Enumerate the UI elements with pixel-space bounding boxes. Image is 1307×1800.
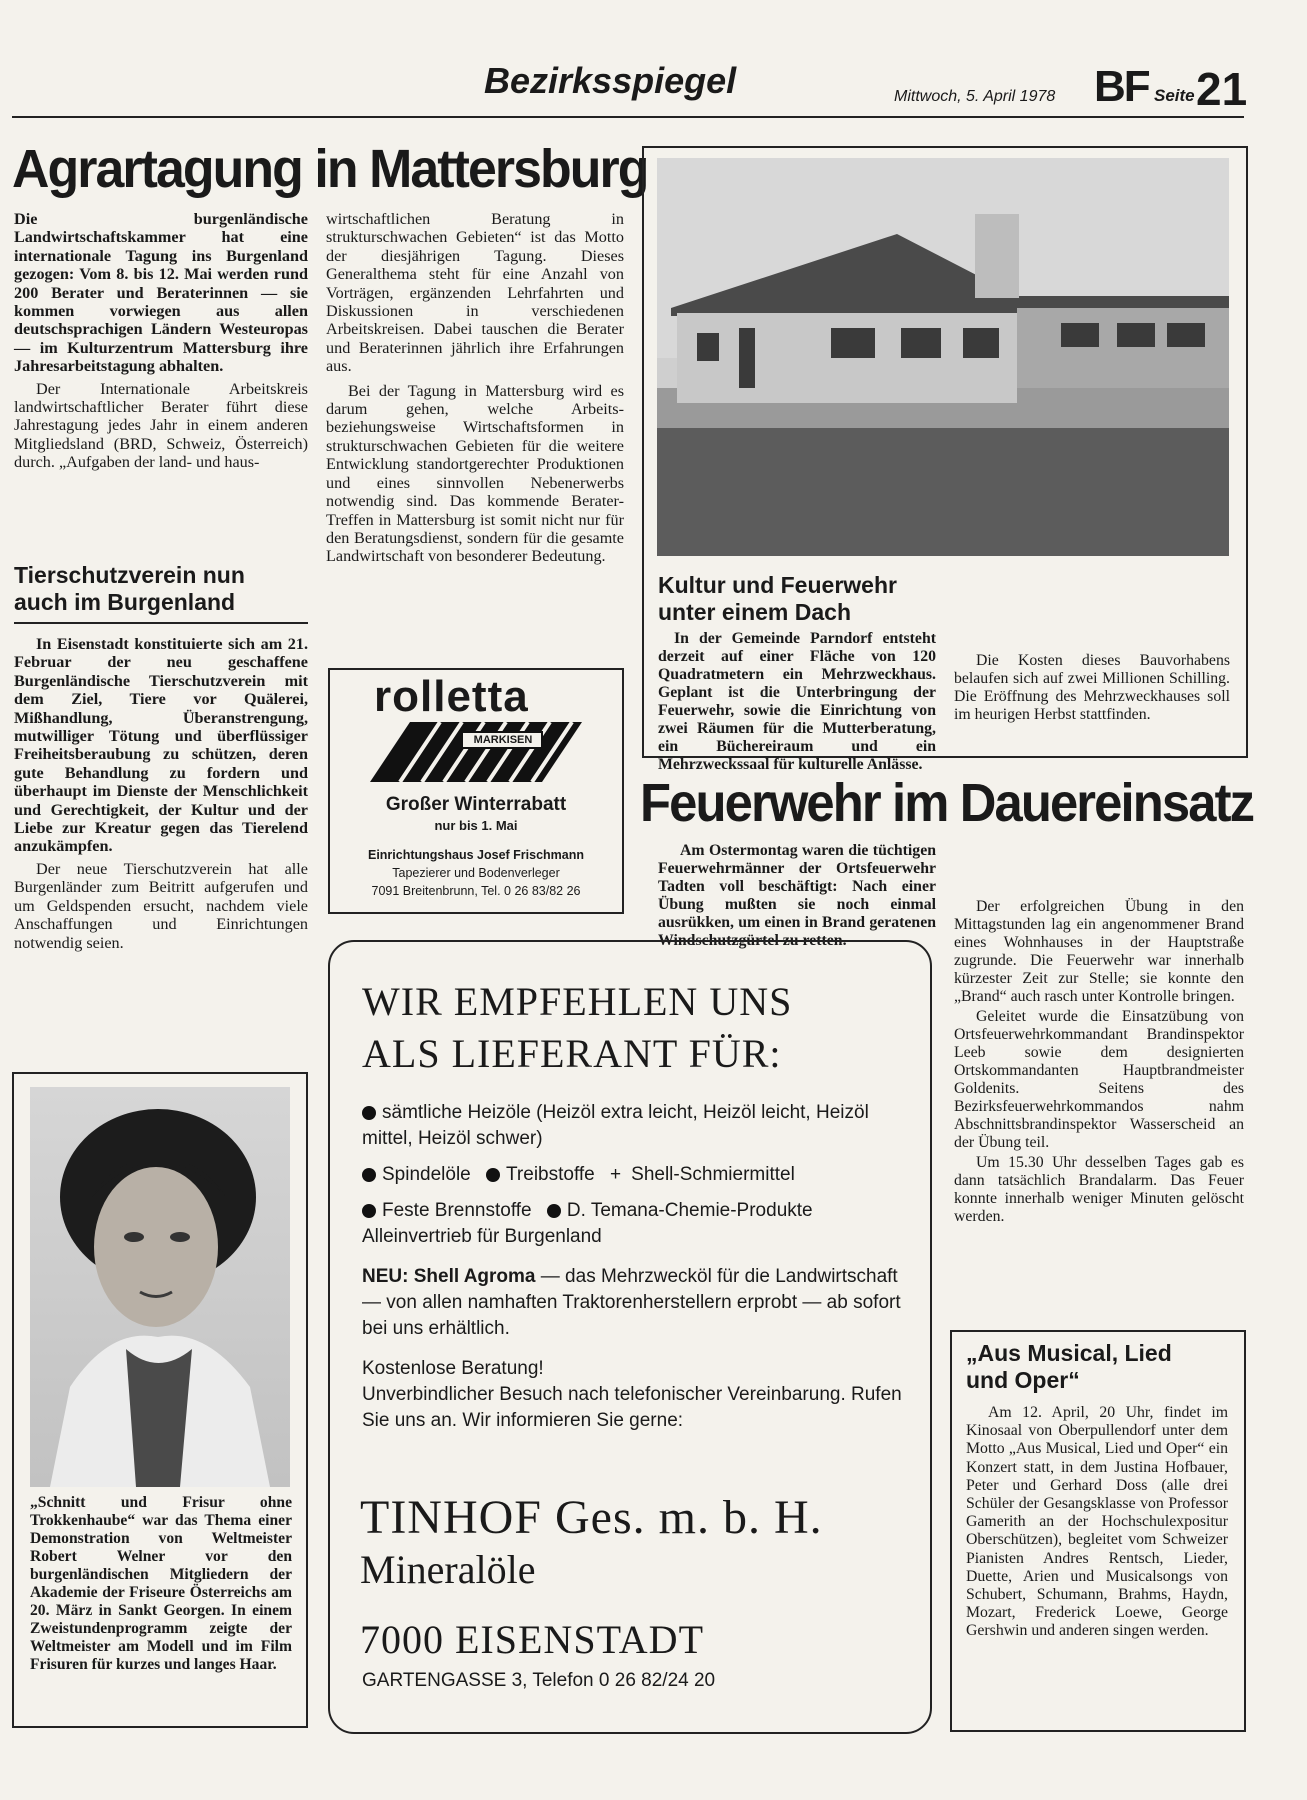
section-title: Bezirksspiegel — [484, 60, 737, 101]
masthead-rule — [12, 116, 1244, 118]
frisur-caption-text: „Schnitt und Frisur ohne Trokkenhaube“ war das Thema einer Demonstration von Weltmeister Robert Welner vor den burgenländischen Mitgliedern der Akademie der Friseure Österreichs am 20. März in Sankt Georgen. In einem Zweistundenprogramm zeigte der Weltmeister am Modell und im Film Frisuren für kurzes und langes Haar. — [30, 1494, 292, 1673]
kultur-lead: In der Gemeinde Parndorf entsteht derzeit auf einer Fläche von 120 Quadratmetern ein Mehrzweckhaus. Geplant ist die Unterbringung der Feuerwehr, sowie die Einrichtung von zwei Räumen für die Mutterberatung, ein Büchereiraum und ein Mehrzweckssaal für kulturelle Anlässe. — [658, 630, 936, 773]
tinhof-address: GARTENGASSE 3, Telefon 0 26 82/24 20 — [362, 1670, 716, 1691]
tinhof-neu — [362, 1264, 912, 1342]
tinhof-item-1-text: sämtliche Heizöle (Heizöl extra leicht, Heizöl leicht, Heizöl mittel, Heizöl schwer) — [362, 1102, 869, 1149]
rolletta-offer: Großer Winterrabatt — [385, 794, 567, 815]
feuerwehr-paragraph-3: Um 15.30 Uhr desselben Tages gab es dann tatsächlich Brandalarm. Das Feuer konnte innerhalb weniger Minuten gelöscht werden. — [954, 1154, 1244, 1225]
newspaper-logo: BF — [1094, 62, 1149, 111]
rolletta-address: 7091 Breitenbrunn, Tel. 0 26 83/82 26 — [371, 884, 581, 898]
rolletta-company: Einrichtungshaus Josef Frischmann — [367, 848, 584, 862]
musical-headline-line-1: „Aus Musical, Lied — [966, 1340, 1172, 1366]
tinhof-item-1 — [362, 1100, 912, 1152]
tinhof-item-3 — [362, 1198, 912, 1250]
rolletta-trade: Tapezierer und Bodenverleger — [392, 866, 560, 880]
frisur-caption — [30, 1494, 292, 1674]
plus-icon: + — [610, 1164, 622, 1185]
bullet-icon — [486, 1168, 500, 1182]
tinhof-item-2b: Treibstoffe — [506, 1164, 595, 1185]
kultur-text-flow — [658, 630, 936, 773]
portrait-illustration — [30, 1087, 290, 1487]
headline-kultur — [658, 572, 948, 626]
tierschutz-headline-line-2: auch im Burgenland — [14, 589, 236, 615]
bullet-icon — [362, 1168, 376, 1182]
feuerwehr-lead-col-1 — [658, 842, 936, 949]
issue-date: Mittwoch, 5. April 1978 — [894, 88, 1056, 105]
tinhof-city: 7000 EISENSTADT — [360, 1617, 705, 1662]
headline-musical — [966, 1340, 1236, 1394]
tierschutz-rule — [14, 622, 308, 624]
agrar-column-2 — [326, 210, 624, 566]
musical-headline-line-2: und Oper“ — [966, 1367, 1080, 1393]
kultur-column-2 — [954, 574, 1230, 724]
bullet-icon — [547, 1204, 561, 1218]
agrar-paragraph-1: Der Internationale Arbeitskreis landwirtschaftlicher Berater führt diese Jahrestagung jedes Jahr in einem anderen Mitgliedsland (BRD, Schweiz, Österreich) durch. „Aufgaben der land- und haus- — [14, 379, 308, 472]
rolletta-badge: MARKISEN — [473, 734, 533, 746]
feuerwehr-column-2 — [954, 842, 1244, 1226]
awning-graphic — [370, 722, 582, 782]
tinhof-item-2c: Shell-Schmiermittel — [631, 1164, 795, 1185]
tinhof-heading-line-1: WIR EMPFEHLEN UNS — [362, 979, 793, 1024]
page-number: 21 — [1196, 63, 1248, 115]
tierschutz-column — [14, 635, 308, 952]
agrar-column-1 — [14, 210, 308, 472]
seite-label: Seite — [1154, 86, 1195, 105]
tierschutz-headline-line-1: Tierschutzverein nun — [14, 562, 245, 588]
tinhof-item-3a: Feste Brennstoffe — [382, 1200, 532, 1221]
bullet-icon — [362, 1204, 376, 1218]
frisur-photo — [30, 1087, 290, 1487]
agrar-paragraph-2: wirtschaftlichen Beratung in strukturschwachen Gebieten“ ist das Motto der diesjährigen Tagung. Dieses Generalthema steht für eine Anzahl von Vorträgen, ergänzenden Lehrfahrten und Diskussionen in verschiedenen Arbeitskreisen. Dabei tauschen die Berater und Beraterinnen jährlich ihre Erfahrungen aus. — [326, 210, 624, 376]
tinhof-company: TINHOF Ges. m. b. H. — [360, 1491, 823, 1544]
tinhof-item-2 — [362, 1162, 912, 1188]
headline-agrartagung: Agrartagung in Mattersburg — [12, 139, 648, 199]
headline-feuerwehr: Feuerwehr im Dauereinsatz — [640, 773, 1254, 833]
tinhof-item-2a: Spindelöle — [382, 1164, 471, 1185]
kultur-headline-line-2: unter einem Dach — [658, 599, 851, 625]
tierschutz-lead: In Eisenstadt konstituierte sich am 21. Februar der neu geschaffene Burgenländische Tierschutzverein mit dem Ziel, Tiere vor Quälerei, Mißhandlung, Überanstrengung, mutwilliger Tötung und überflüssiger Freiheitsberaubung zu schützen, deren gute Behandlung zu fordern und überhaupt im Dienste der Menschlichkeit und Gerechtigkeit, der Kultur und der Liebe zur Kreatur gegen das Tierelend anzukämpfen. — [14, 635, 308, 856]
tinhof-beratung: Kostenlose Beratung! — [362, 1358, 544, 1379]
rolletta-brand: rolletta — [374, 672, 529, 721]
bullet-icon — [362, 1106, 376, 1120]
tinhof-list — [362, 1100, 912, 1434]
agrar-paragraph-3: Bei der Tagung in Mattersburg wird es darum gehen, welche Arbeits- beziehungsweise Wirtschaftsformen in strukturschwachen Gebieten für die weitere Entwicklung standortgerechter Produktionen und eines sinnvollen Nebenerwerbs notwendig sind. Das kommende Berater-Treffen in Mattersburg ist somit nicht nur für den Beratungsdienst, sondern für die gesamte Landwirtschaft von besonderer Bedeutung. — [326, 381, 624, 566]
tinhof-neu-text: — das Mehrzwecköl für die Landwirtschaft — von allen namhaften Traktorenherstellern erprobt — ab sofort bei uns erhältlich. — [362, 1266, 901, 1339]
tinhof-besuch: Unverbindlicher Besuch nach telefonischer Vereinbarung. Rufen Sie uns an. Wir informieren Sie gerne: — [362, 1384, 902, 1431]
tinhof-neu-label: NEU: Shell Agroma — [362, 1266, 536, 1287]
musical-body: Am 12. April, 20 Uhr, findet im Kinosaal von Oberpullendorf unter dem Motto „Aus Musical, Lied und Oper“ ein Konzert statt, in dem Justina Hofbauer, Peter und Gerhard Doss (alle drei Schüler der Gesangsklasse von Professor Gamerith an der Hochschulexpositur Oberschützen), begleitet vom Schweizer Pianisten Andres Rentsch, Lieder, Duette, Arien und Musicalsongs von Schubert, Schumann, Brahms, Haydn, Mozart, Frederick Loewe, George Gershwin und anderen singen werden. — [966, 1404, 1228, 1640]
tinhof-item-3b: D. Temana-Chemie-Produkte — [566, 1200, 813, 1221]
kultur-paragraph-1: Die Kosten dieses Bauvorhabens belaufen sich auf zwei Millionen Schilling. Die Eröffnung des Mehrzweckhauses soll im heurigen Herbst stattfinden. — [954, 652, 1230, 723]
feuerwehr-lead: Am Ostermontag waren die tüchtigen Feuerwehrmänner der Ortsfeuerwehr Tadten voll beschäftigt: Nach einer Übung mußten sie noch einmal ausrükken, um einen in Brand geratenen Windschutzgürtel zu retten. — [658, 842, 936, 949]
building-photo — [657, 158, 1229, 556]
musical-column — [966, 1404, 1228, 1641]
awning-stripes-icon — [370, 722, 582, 782]
feuerwehr-paragraph-2: Geleitet wurde die Einsatzübung von Ortsfeuerwehrkommandant Brandinspektor Leeb sowie dem designierten Ortskommandanten Hauptbrandmeister Goldenits. Seitens des Bezirksfeuerwehrkommandos nahm Abschnittsbrandinspektor Wasserscheid an der Übung teil. — [954, 1008, 1244, 1151]
tinhof-product: Mineralöle — [360, 1547, 536, 1592]
kultur-headline-line-1: Kultur und Feuerwehr — [658, 572, 897, 598]
rolletta-until: nur bis 1. Mai — [434, 818, 518, 833]
building-illustration — [657, 158, 1229, 556]
tinhof-heading — [362, 976, 922, 1080]
feuerwehr-paragraph-1: Der erfolgreichen Übung in den Mittagstunden lag ein angenommener Brand eines Wohnhauses in der Hauptstraße zugrunde. Die Feuerwehr war innerhalb kürzester Zeit zur Stelle; sie konnte den „Brand“ auch rasch unter Kontrolle bringen. — [954, 898, 1244, 1005]
tinhof-item-3c: Alleinvertrieb für Burgenland — [362, 1226, 602, 1247]
agrar-lead: Die burgenländische Landwirtschaftskammer hat eine internationale Tagung ins Burgenland gezogen: Vom 8. bis 12. Mai werden rund 200 Berater und Beraterinnen — sie kommen vorwiegen aus allen deutschsprachigen Ländern Westeuropas — im Kulturzentrum Mattersburg ihre Jahresarbeitstagung abhalten. — [14, 210, 308, 376]
headline-tierschutz — [14, 562, 308, 616]
tinhof-heading-line-2: ALS LIEFERANT FÜR: — [362, 1031, 782, 1076]
tierschutz-paragraph-1: Der neue Tierschutzverein hat alle Burgenländer zum Beitritt aufgerufen und um Geldspenden ersucht, nachdem viele Anschaffungen und Einrichtungen notwendig seien. — [14, 859, 308, 952]
